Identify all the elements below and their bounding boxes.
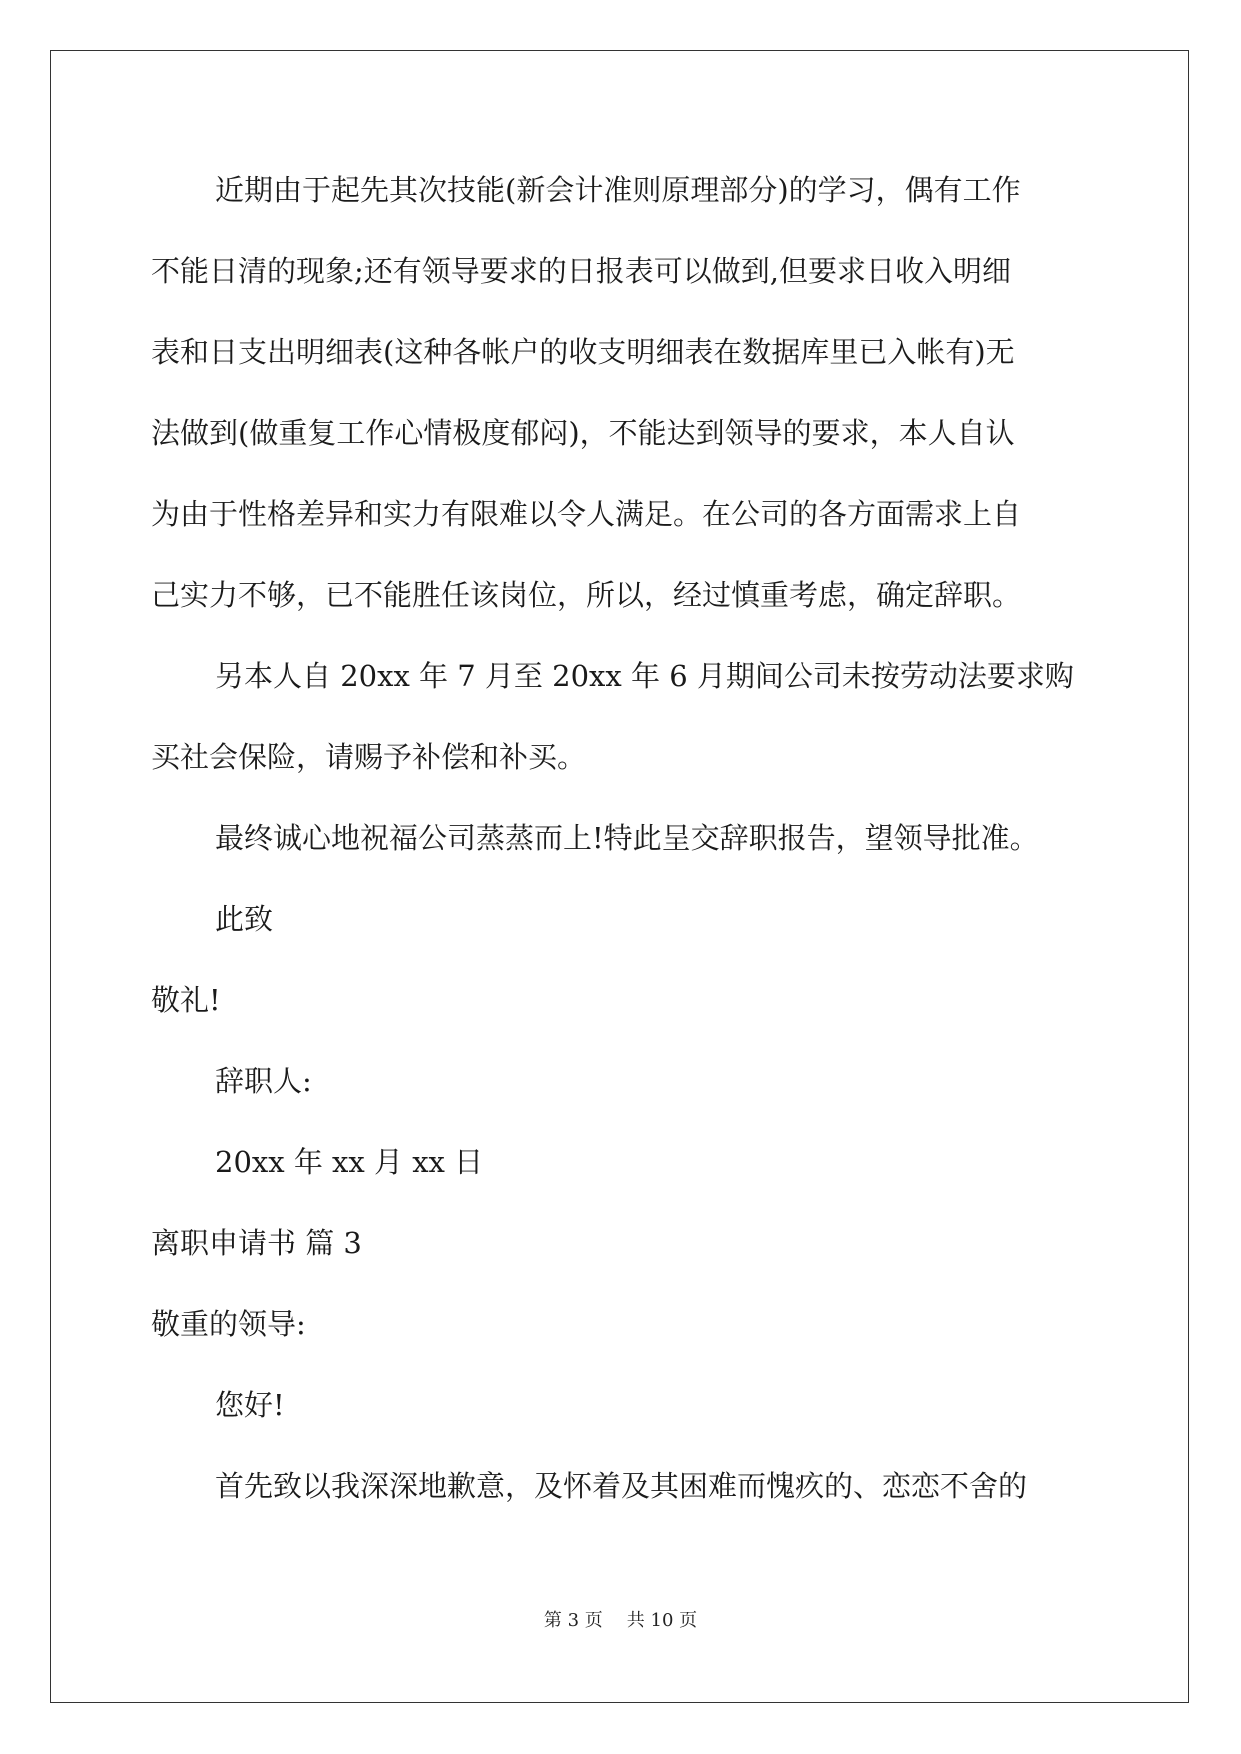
page-number: 第 3 页 xyxy=(543,1610,603,1631)
paragraph-line: 法做到(做重复工作心情极度郁闷)，不能达到领导的要求，本人自认 xyxy=(151,416,1015,450)
page-footer xyxy=(0,1609,1241,1633)
date-line: 20xx 年 xx 月 xx 日 xyxy=(215,1145,484,1179)
signature-line: 辞职人: xyxy=(215,1064,312,1098)
salutation-line: 敬礼! xyxy=(151,983,221,1017)
paragraph-line: 近期由于起先其次技能(新会计准则原理部分)的学习，偶有工作 xyxy=(215,173,1021,207)
paragraph-line: 最终诚心地祝福公司蒸蒸而上!特此呈交辞职报告，望领导批准。 xyxy=(215,821,1039,855)
paragraph-line: 为由于性格差异和实力有限难以令人满足。在公司的各方面需求上自 xyxy=(151,497,1022,531)
paragraph-line: 首先致以我深深地歉意，及怀着及其困难而愧疚的、恋恋不舍的 xyxy=(215,1469,1028,1503)
closing-line: 此致 xyxy=(215,902,274,936)
paragraph-line: 买社会保险，请赐予补偿和补买。 xyxy=(151,740,587,774)
page-total: 共 10 页 xyxy=(626,1610,698,1631)
paragraph-line: 另本人自 20xx 年 7 月至 20xx 年 6 月期间公司未按劳动法要求购 xyxy=(215,659,1074,693)
greeting-line: 敬重的领导: xyxy=(151,1307,306,1341)
greeting-line: 您好! xyxy=(215,1388,285,1422)
paragraph-line: 不能日清的现象;还有领导要求的日报表可以做到,但要求日收入明细 xyxy=(151,254,1011,288)
section-heading: 离职申请书 篇 3 xyxy=(151,1226,362,1260)
paragraph-line: 表和日支出明细表(这种各帐户的收支明细表在数据库里已入帐有)无 xyxy=(151,335,1015,369)
paragraph-line: 己实力不够，已不能胜任该岗位，所以，经过慎重考虑，确定辞职。 xyxy=(151,578,1022,612)
document-body xyxy=(151,160,1091,1537)
